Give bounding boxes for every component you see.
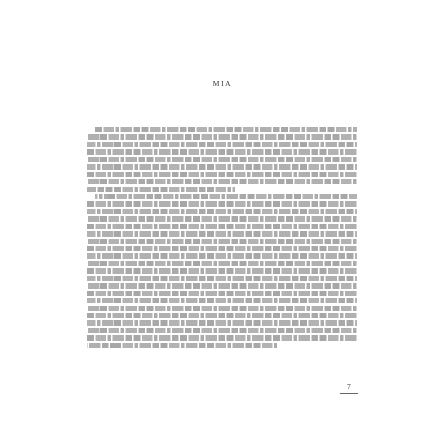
- text-line: [87, 142, 357, 147]
- text-line: [87, 283, 357, 288]
- body-text-block: [87, 127, 357, 350]
- text-line: [87, 291, 357, 296]
- text-line: [87, 231, 357, 236]
- text-line: [87, 187, 235, 192]
- text-line: [87, 164, 357, 169]
- text-line: [87, 246, 357, 251]
- page-number-rule: [340, 393, 358, 394]
- text-line: [87, 268, 357, 273]
- page-number: 7: [347, 382, 351, 391]
- text-line: [87, 201, 357, 206]
- paragraph-1: [87, 127, 357, 192]
- text-line: [95, 127, 357, 132]
- text-line: [87, 261, 357, 266]
- paragraph-2: [87, 194, 357, 348]
- text-line: [87, 253, 357, 258]
- text-line: [87, 172, 357, 177]
- text-line: [87, 320, 357, 325]
- text-line: [87, 343, 277, 348]
- text-line: [87, 298, 357, 303]
- text-line: [87, 224, 357, 229]
- text-line: [87, 306, 357, 311]
- text-line: [87, 239, 357, 244]
- text-line: [87, 216, 357, 221]
- running-title: MIA: [212, 79, 233, 88]
- text-line: [87, 313, 357, 318]
- text-line: [87, 335, 357, 340]
- text-line: [95, 194, 357, 199]
- text-line: [87, 179, 357, 184]
- text-line: [87, 209, 357, 214]
- text-line: [87, 328, 357, 333]
- text-line: [87, 134, 357, 139]
- text-line: [87, 276, 357, 281]
- text-line: [87, 157, 357, 162]
- text-line: [87, 149, 357, 154]
